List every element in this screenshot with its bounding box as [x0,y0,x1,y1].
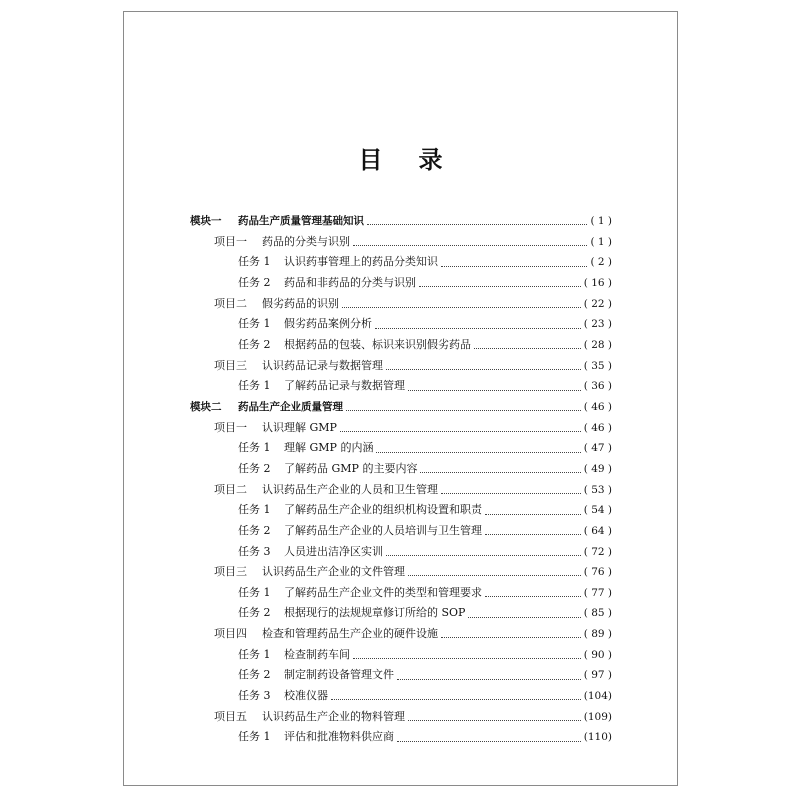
toc-entry-page: ( 22 ) [583,297,612,310]
toc-entry-title: 理解 GMP 的内涵 [284,441,374,455]
toc-entry [190,603,612,624]
toc-entry-code: 项目二 [214,482,247,496]
toc-entry-code: 任务 2 [238,523,271,537]
dot-leader [485,513,581,515]
toc-entry-page: ( 1 ) [590,215,612,227]
toc-entry-title: 认识药品生产企业的人员和卫生管理 [262,482,438,496]
toc-entry [190,294,612,315]
toc-entry-code: 任务 1 [238,255,271,269]
toc-entry-code: 任务 1 [238,730,271,744]
toc-entry-code: 任务 1 [238,379,271,393]
toc-entry-title: 人员进出洁净区实训 [284,544,383,558]
toc-entry [190,459,612,480]
toc-entry-title: 了解药品 GMP 的主要内容 [284,461,418,475]
toc-entry-page: ( 35 ) [583,359,612,372]
toc-entry-code: 任务 1 [238,647,271,661]
toc-entry [190,583,612,604]
toc-entry-page: ( 76 ) [583,566,612,579]
title-char-1: 目 [358,145,383,174]
dot-leader [441,636,581,638]
dot-leader [353,657,581,659]
toc-entry [190,376,612,397]
toc-entry [190,418,612,439]
toc-entry [190,665,612,686]
toc-entry-code: 项目一 [214,420,247,434]
toc-entry-page: ( 89 ) [583,628,612,641]
toc-entry-title: 假劣药品案例分析 [284,317,372,331]
toc-entry-page: ( 47 ) [583,442,612,455]
toc-entry [190,252,612,273]
toc-entry-page: ( 23 ) [583,318,612,331]
toc-entry-page: ( 90 ) [583,648,612,661]
dot-leader [340,430,581,432]
toc-entry-title: 药品生产企业质量管理 [238,400,343,413]
dot-leader [367,223,587,225]
toc-entry-title: 认识药品生产企业的文件管理 [262,565,405,579]
toc-entry [190,232,612,253]
toc-entry-title: 了解药品生产企业的组织机构设置和职责 [284,503,482,517]
dot-leader [342,306,581,308]
toc-entry-code: 项目二 [214,296,247,310]
toc-entry-page: ( 46 ) [583,400,612,413]
toc-entry-page: ( 49 ) [583,462,612,475]
toc-entry-code: 任务 1 [238,585,271,599]
toc-entry-code: 任务 2 [238,275,271,289]
toc-entry-page: ( 64 ) [583,524,612,537]
toc-entry-code: 任务 2 [238,337,271,351]
dot-leader [397,678,581,680]
toc-entry [190,438,612,459]
toc-entry-page: ( 53 ) [583,483,612,496]
toc-entry [190,521,612,542]
toc-entry-code: 任务 2 [238,606,271,620]
toc-entry [190,314,612,335]
toc-entry-page: ( 16 ) [583,276,612,289]
toc-entry-title: 假劣药品的识别 [262,296,339,310]
toc-entry [190,707,612,728]
dot-leader [420,471,580,473]
toc-entry-page: ( 97 ) [583,669,612,682]
toc-entry-title: 检查和管理药品生产企业的硬件设施 [262,627,438,641]
toc-entry [190,211,612,232]
toc-entry [190,562,612,583]
toc-entry-page: ( 54 ) [583,504,612,517]
dot-leader [346,409,581,411]
dot-leader [408,574,581,576]
toc-entry-page: (110) [583,731,612,744]
dot-leader [408,719,581,721]
toc-entry-title: 认识药品生产企业的物料管理 [262,709,405,723]
toc-entry [190,645,612,666]
toc-entry-page: (104) [583,690,612,703]
toc-entry-title: 药品生产质量管理基础知识 [238,215,364,227]
toc-entry-code: 任务 3 [238,544,271,558]
toc-entry-title: 认识药品记录与数据管理 [262,358,383,372]
toc-entry-page: ( 2 ) [590,256,612,269]
dot-leader [441,492,581,494]
toc-entry-code: 项目三 [214,358,247,372]
toc-entry-code: 项目四 [214,627,247,641]
toc-entry-title: 药品的分类与识别 [262,234,350,248]
dot-leader [485,533,581,535]
dot-leader [468,616,580,618]
toc-entry-code: 任务 1 [238,441,271,455]
toc-entry [190,397,612,418]
dot-leader [331,698,581,700]
dot-leader [375,327,581,329]
toc-entry-page: (109) [583,710,612,723]
page-title [124,140,677,175]
title-char-2: 录 [418,145,443,174]
toc-entry-title: 药品和非药品的分类与识别 [284,275,416,289]
toc-entry-title: 检查制药车间 [284,647,350,661]
dot-leader [353,244,587,246]
toc-entry-title: 了解药品生产企业文件的类型和管理要求 [284,585,482,599]
toc-entry-page: ( 1 ) [590,235,612,248]
toc-entry-title: 评估和批准物料供应商 [284,730,394,744]
dot-leader [441,265,587,267]
toc-entry [190,542,612,563]
toc-entry [190,727,612,748]
toc-entry-page: ( 36 ) [583,380,612,393]
toc-entry-code: 任务 2 [238,461,271,475]
toc-entry-title: 认识理解 GMP [262,420,337,434]
toc-entry-title: 根据药品的包装、标识来识别假劣药品 [284,337,471,351]
toc-entry-code: 任务 2 [238,668,271,682]
toc-entry [190,500,612,521]
dot-leader [397,740,581,742]
toc-entry-code: 模块二 [190,400,222,413]
toc-entry-page: ( 72 ) [583,545,612,558]
toc-entry-code: 任务 1 [238,503,271,517]
toc-entry-page: ( 28 ) [583,338,612,351]
dot-leader [408,389,581,391]
toc-entry-page: ( 77 ) [583,586,612,599]
toc-entry-page: ( 85 ) [583,607,612,620]
toc-entry-title: 了解药品记录与数据管理 [284,379,405,393]
toc-entry-title: 认识药事管理上的药品分类知识 [284,255,438,269]
toc-entry-title: 根据现行的法规规章修订所给的 SOP [284,606,466,620]
toc-entry-code: 项目一 [214,234,247,248]
toc-entry [190,624,612,645]
toc-entry-code: 任务 1 [238,317,271,331]
dot-leader [386,554,581,556]
table-of-contents [190,211,612,748]
toc-entry-code: 模块一 [190,215,222,227]
dot-leader [386,368,581,370]
document-page [123,11,678,786]
toc-entry-title: 制定制药设备管理文件 [284,668,394,682]
dot-leader [419,285,581,287]
toc-entry [190,686,612,707]
toc-entry [190,335,612,356]
toc-entry-code: 项目三 [214,565,247,579]
toc-entry-title: 校准仪器 [284,689,328,703]
dot-leader [485,595,581,597]
toc-entry [190,273,612,294]
toc-entry [190,356,612,377]
dot-leader [376,451,580,453]
toc-entry [190,480,612,501]
toc-entry-page: ( 46 ) [583,421,612,434]
toc-entry-code: 任务 3 [238,689,271,703]
toc-entry-code: 项目五 [214,709,247,723]
toc-entry-title: 了解药品生产企业的人员培训与卫生管理 [284,523,482,537]
dot-leader [474,347,581,349]
